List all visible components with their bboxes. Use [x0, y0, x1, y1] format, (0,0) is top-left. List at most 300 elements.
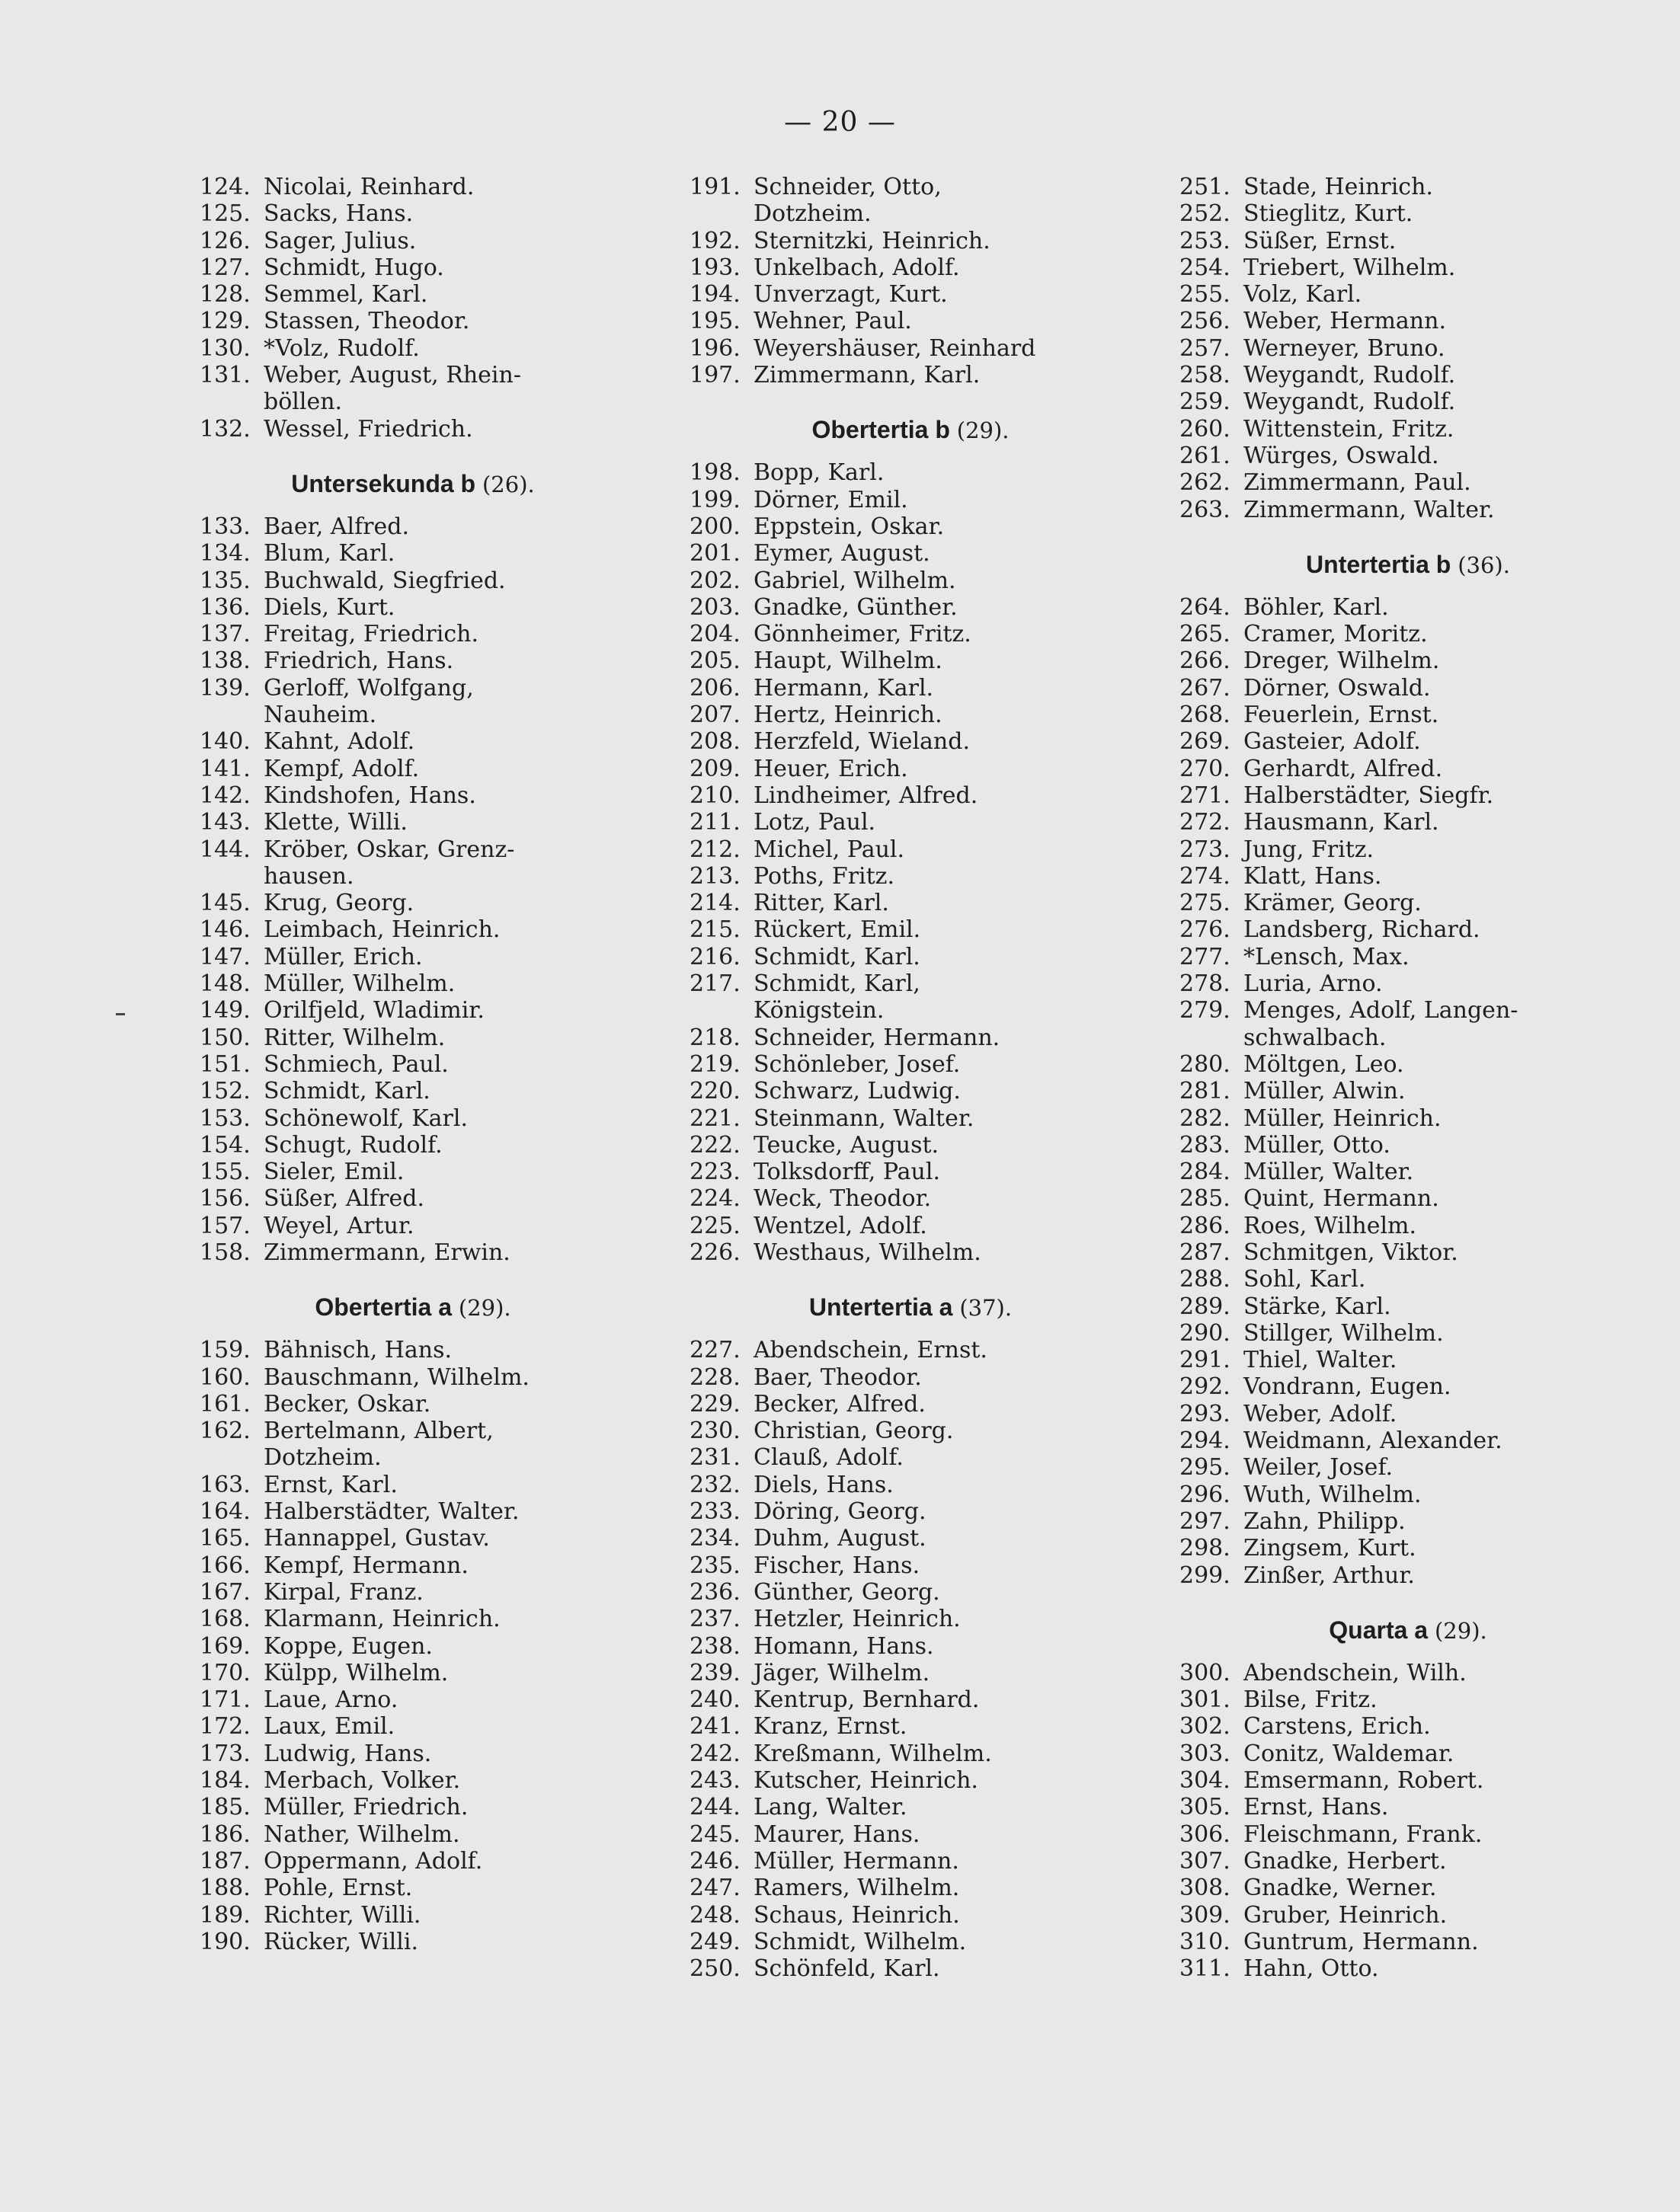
- list-item: [690, 487, 1131, 513]
- list-item: [200, 890, 626, 916]
- entry-number: 197.: [690, 362, 741, 389]
- entry-name: Hannappel, Gustav.: [264, 1525, 490, 1552]
- entry-name: Gruber, Heinrich.: [1243, 1901, 1448, 1929]
- entry-number: 247.: [690, 1875, 741, 1902]
- list-item: [1179, 647, 1637, 674]
- page-number: — 20 —: [784, 107, 896, 138]
- class-heading: [690, 1292, 1131, 1323]
- entry-number: 218.: [690, 1024, 741, 1051]
- entry-name: *Volz, Rudolf.: [264, 334, 420, 362]
- entry-number: 144.: [200, 836, 251, 863]
- list-item: [1179, 1562, 1637, 1589]
- entry-name: Wentzel, Adolf.: [754, 1212, 927, 1239]
- entry-number: 221.: [690, 1104, 741, 1132]
- entry-name: Günther, Georg.: [754, 1578, 940, 1606]
- class-count: (29).: [458, 1295, 511, 1322]
- entry-name: Pohle, Ernst.: [264, 1875, 413, 1902]
- list-item: [200, 1418, 626, 1444]
- list-item: [200, 1132, 626, 1159]
- entry-name: *Lensch, Max.: [1243, 943, 1410, 970]
- entry-number: 232.: [690, 1471, 741, 1498]
- entry-number: 274.: [1179, 862, 1230, 890]
- entry-name: Hermann, Karl.: [754, 674, 934, 702]
- list-item: [690, 1741, 1131, 1767]
- list-item: [1179, 416, 1637, 443]
- entry-name: Weidmann, Alexander.: [1243, 1427, 1502, 1455]
- list-item: [1179, 1902, 1637, 1929]
- entry-name: Weygandt, Rudolf.: [1243, 388, 1456, 416]
- entry-name: Sieler, Emil.: [264, 1159, 405, 1186]
- entry-number: 249.: [690, 1928, 741, 1955]
- entry-name: Müller, Erich.: [264, 943, 423, 970]
- entry-number: 142.: [200, 782, 251, 809]
- list-item: [690, 970, 1131, 997]
- entry-name: Tolksdorff, Paul.: [754, 1159, 941, 1186]
- list-item: [690, 567, 1131, 594]
- list-item: [200, 1498, 626, 1525]
- entry-number: 188.: [200, 1875, 251, 1902]
- entry-name: Hahn, Otto.: [1243, 1955, 1379, 1983]
- entry-number: 139.: [200, 674, 251, 702]
- list-item: [200, 228, 626, 254]
- entry-number: 214.: [690, 890, 741, 917]
- list-item: [200, 513, 626, 540]
- entry-number: 285.: [1179, 1185, 1230, 1213]
- entry-name: Freitag, Friedrich.: [264, 621, 479, 648]
- class-heading: [200, 1292, 626, 1323]
- list-item: [1179, 1320, 1637, 1347]
- entry-number: 138.: [200, 647, 251, 675]
- entry-name: Ernst, Hans.: [1243, 1794, 1389, 1821]
- entry-number: 153.: [200, 1104, 251, 1132]
- entry-number: 212.: [690, 836, 741, 863]
- entry-number: 246.: [690, 1847, 741, 1875]
- list-item: [690, 1444, 1131, 1471]
- entry-number: 210.: [690, 782, 741, 809]
- list-item: [200, 1337, 626, 1363]
- list-item: [690, 702, 1131, 728]
- list-item: [690, 1105, 1131, 1132]
- entry-number: 187.: [200, 1847, 251, 1875]
- list-item: [690, 1024, 1131, 1051]
- class-count: (29).: [1434, 1617, 1487, 1644]
- entry-number: 252.: [1179, 200, 1230, 228]
- list-item: [200, 416, 626, 443]
- list-item: [1179, 1213, 1637, 1239]
- entry-number: 192.: [690, 227, 741, 254]
- list-item: [1179, 308, 1637, 334]
- entry-number: 145.: [200, 890, 251, 917]
- entry-number: 194.: [690, 281, 741, 308]
- entry-name: Ernst, Karl.: [264, 1471, 398, 1498]
- list-item: [1179, 1051, 1637, 1078]
- entry-name: Volz, Karl.: [1243, 281, 1362, 308]
- list-item: [690, 1929, 1131, 1955]
- entry-name: Kindshofen, Hans.: [264, 782, 476, 809]
- entry-number: 202.: [690, 567, 741, 594]
- entry-name: Gnadke, Herbert.: [1243, 1847, 1447, 1875]
- entry-number: 167.: [200, 1578, 251, 1606]
- entry-number: 259.: [1179, 388, 1230, 416]
- entry-name: Jäger, Wilhelm.: [754, 1659, 930, 1686]
- entry-number: 136.: [200, 593, 251, 621]
- entry-name: Hertz, Heinrich.: [754, 702, 942, 729]
- entry-name: Eppstein, Oskar.: [754, 513, 945, 540]
- entry-name: Sohl, Karl.: [1243, 1266, 1366, 1293]
- list-item: [690, 728, 1131, 755]
- list-item: [200, 1024, 626, 1051]
- list-item: [200, 1875, 626, 1901]
- list-item: [1179, 1159, 1637, 1185]
- entry-number: 253.: [1179, 227, 1230, 254]
- list-item: [200, 836, 626, 863]
- entry-number: 159.: [200, 1337, 251, 1364]
- list-item: [1179, 1427, 1637, 1454]
- list-item: [1179, 228, 1637, 254]
- list-item: [1179, 281, 1637, 308]
- list-item: [690, 1552, 1131, 1579]
- entry-name: Herzfeld, Wieland.: [754, 728, 970, 756]
- entry-number: 163.: [200, 1471, 251, 1498]
- list-item: [1179, 1105, 1637, 1132]
- entry-name: Teucke, August.: [754, 1131, 939, 1159]
- list-item: [200, 1364, 626, 1391]
- entry-number: 173.: [200, 1740, 251, 1767]
- class-title: Obertertia a: [315, 1293, 452, 1322]
- list-item: [1179, 254, 1637, 281]
- entry-name: Külpp, Wilhelm.: [264, 1659, 449, 1686]
- list-item: [690, 459, 1131, 486]
- entry-name: Müller, Heinrich.: [1243, 1104, 1442, 1132]
- list-item: [200, 621, 626, 647]
- entry-name: Abendschein, Wilh.: [1243, 1659, 1467, 1686]
- list-item: [200, 1794, 626, 1820]
- entry-number: 261.: [1179, 442, 1230, 469]
- list-item: [690, 1337, 1131, 1363]
- list-item: [690, 1185, 1131, 1212]
- entry-number: 292.: [1179, 1373, 1230, 1401]
- entry-name: Würges, Oswald.: [1243, 442, 1439, 469]
- list-item: [1179, 1955, 1637, 1982]
- entry-name: Gasteier, Adolf.: [1243, 728, 1421, 756]
- entry-number: 215.: [690, 916, 741, 944]
- list-item: [200, 1929, 626, 1955]
- entry-name: Schmidt, Hugo.: [264, 254, 444, 281]
- entry-name: Thiel, Walter.: [1243, 1347, 1397, 1374]
- entry-name: Schneider, Hermann.: [754, 1024, 1000, 1051]
- entry-number: 140.: [200, 728, 251, 756]
- list-item: [1179, 675, 1637, 702]
- list-item: [690, 1606, 1131, 1632]
- list-item: [200, 308, 626, 334]
- list-item: [1179, 1875, 1637, 1901]
- class-heading: [690, 414, 1131, 446]
- entry-number: 305.: [1179, 1794, 1230, 1821]
- entry-name: Unkelbach, Adolf.: [754, 254, 960, 281]
- list-item: [200, 362, 626, 388]
- entry-name: Carstens, Erich.: [1243, 1713, 1431, 1741]
- list-item: [1179, 997, 1637, 1024]
- entry-name: Gnadke, Werner.: [1243, 1875, 1437, 1902]
- list-item: [200, 782, 626, 809]
- entry-number: 255.: [1179, 281, 1230, 308]
- entry-name: Hetzler, Heinrich.: [754, 1606, 961, 1633]
- entry-name: Clauß, Adolf.: [754, 1444, 904, 1472]
- entry-number: 276.: [1179, 916, 1230, 944]
- entry-name: Kutscher, Heinrich.: [754, 1767, 978, 1795]
- entry-number: 126.: [200, 227, 251, 254]
- entry-number: 224.: [690, 1185, 741, 1213]
- list-item: [690, 1239, 1131, 1266]
- entry-number: 219.: [690, 1050, 741, 1078]
- entry-number: 169.: [200, 1632, 251, 1660]
- list-item: [1179, 200, 1637, 227]
- list-item: [1179, 497, 1637, 523]
- entry-number: 152.: [200, 1078, 251, 1105]
- entry-name: Zimmermann, Karl.: [754, 362, 981, 389]
- list-item: [200, 1579, 626, 1606]
- entry-name: Stärke, Karl.: [1243, 1293, 1391, 1320]
- list-item: [690, 863, 1131, 890]
- list-item: [690, 594, 1131, 621]
- entry-name: Zahn, Philipp.: [1243, 1507, 1406, 1535]
- entry-name: Vondrann, Eugen.: [1243, 1373, 1451, 1401]
- list-item: [200, 675, 626, 702]
- list-item: [690, 1767, 1131, 1794]
- entry-number: 298.: [1179, 1535, 1230, 1562]
- list-item: [200, 1105, 626, 1132]
- list-item: [1179, 756, 1637, 782]
- entry-name: Cramer, Moritz.: [1243, 621, 1428, 648]
- entry-number: 234.: [690, 1525, 741, 1552]
- list-item: [690, 228, 1131, 254]
- entry-name: Feuerlein, Ernst.: [1243, 702, 1439, 729]
- entry-name: Halberstädter, Walter.: [264, 1498, 520, 1526]
- list-item: [1179, 1535, 1637, 1562]
- entry-number: 290.: [1179, 1319, 1230, 1347]
- entry-number: 158.: [200, 1239, 251, 1266]
- entry-number: 203.: [690, 593, 741, 621]
- entry-name: Emsermann, Robert.: [1243, 1767, 1484, 1795]
- entry-name: Bilse, Fritz.: [1243, 1686, 1378, 1714]
- list-item: [1179, 1347, 1637, 1373]
- entry-name: Stieglitz, Kurt.: [1243, 200, 1413, 228]
- list-item: [690, 1213, 1131, 1239]
- list-item: [690, 621, 1131, 647]
- list-item: [200, 1239, 626, 1266]
- column-1: [200, 174, 626, 1955]
- entry-number: 245.: [690, 1820, 741, 1848]
- entry-number: 257.: [1179, 334, 1230, 362]
- entry-name: Böhler, Karl.: [1243, 593, 1389, 621]
- entry-name: Stillger, Wilhelm.: [1243, 1319, 1444, 1347]
- entry-name: Gerhardt, Alfred.: [1243, 755, 1443, 782]
- entry-number: 186.: [200, 1820, 251, 1848]
- list-item: [1179, 970, 1637, 997]
- list-item: [1179, 1185, 1637, 1212]
- entry-name: Müller, Hermann.: [754, 1847, 959, 1875]
- entry-number: 244.: [690, 1794, 741, 1821]
- list-item: [1179, 863, 1637, 890]
- list-item: [200, 335, 626, 362]
- entry-number: 302.: [1179, 1713, 1230, 1741]
- entry-name: Baer, Alfred.: [264, 513, 410, 540]
- list-item: [1179, 388, 1637, 415]
- entry-number: 131.: [200, 362, 251, 389]
- entry-number: 223.: [690, 1159, 741, 1186]
- class-title: Untertertia b: [1306, 550, 1451, 578]
- list-item: [690, 944, 1131, 970]
- list-item: [200, 1713, 626, 1740]
- entry-name: Eymer, August.: [754, 540, 930, 567]
- entry-number: 133.: [200, 513, 251, 540]
- list-item: [690, 782, 1131, 809]
- entry-name: Homann, Hans.: [754, 1632, 934, 1660]
- entry-name: Guntrum, Hermann.: [1243, 1928, 1479, 1955]
- entry-name: Dreger, Wilhelm.: [1243, 647, 1440, 675]
- entry-name: Weber, August, Rhein-: [264, 362, 521, 389]
- entry-name: Gönnheimer, Fritz.: [754, 621, 971, 648]
- list-item: [1179, 944, 1637, 970]
- list-item: [200, 1660, 626, 1686]
- entry-name: Ritter, Karl.: [754, 890, 889, 917]
- entry-number: 147.: [200, 943, 251, 970]
- entry-number: 299.: [1179, 1562, 1230, 1589]
- entry-name: Oppermann, Adolf.: [264, 1847, 483, 1875]
- list-item: [1179, 335, 1637, 362]
- entry-continuation: Dotzheim.: [264, 1444, 382, 1472]
- entry-name: Landsberg, Richard.: [1243, 916, 1480, 944]
- list-item: [690, 1686, 1131, 1713]
- entry-number: 264.: [1179, 593, 1230, 621]
- list-item: [690, 308, 1131, 334]
- entry-continuation: Königstein.: [754, 997, 885, 1024]
- entry-number: 230.: [690, 1418, 741, 1445]
- entry-name: Werneyer, Bruno.: [1243, 334, 1445, 362]
- entry-number: 262.: [1179, 469, 1230, 497]
- entry-number: 125.: [200, 200, 251, 228]
- list-item: [690, 362, 1131, 388]
- list-item: [690, 836, 1131, 863]
- class-title: Obertertia b: [811, 416, 950, 444]
- entry-name: Michel, Paul.: [754, 836, 905, 863]
- entry-number: 294.: [1179, 1427, 1230, 1455]
- entry-name: Hausmann, Karl.: [1243, 809, 1439, 836]
- list-item: [690, 756, 1131, 782]
- entry-number: 263.: [1179, 496, 1230, 523]
- list-item: [690, 1794, 1131, 1820]
- list-item: [690, 1660, 1131, 1686]
- entry-name: Halberstädter, Siegfr.: [1243, 782, 1494, 809]
- entry-name: Bähnisch, Hans.: [264, 1337, 453, 1364]
- list-item: [200, 1821, 626, 1848]
- entry-number: 225.: [690, 1212, 741, 1239]
- entry-number: 170.: [200, 1659, 251, 1686]
- entry-number: 282.: [1179, 1104, 1230, 1132]
- entry-name: Sager, Julius.: [264, 227, 417, 254]
- entry-number: 222.: [690, 1131, 741, 1159]
- list-item: [690, 1902, 1131, 1929]
- entry-number: 155.: [200, 1159, 251, 1186]
- entry-name: Abendschein, Ernst.: [754, 1337, 987, 1364]
- entry-number: 184.: [200, 1767, 251, 1795]
- entry-name: Orilfjeld, Wladimir.: [264, 997, 485, 1024]
- entry-number: 277.: [1179, 943, 1230, 970]
- list-item: [690, 1525, 1131, 1552]
- list-item: [1179, 1239, 1637, 1266]
- entry-name: Gnadke, Günther.: [754, 593, 958, 621]
- list-item: [1179, 174, 1637, 200]
- entry-number: 199.: [690, 486, 741, 513]
- entry-name: Schmidt, Karl,: [754, 970, 920, 998]
- entry-number: 254.: [1179, 254, 1230, 281]
- entry-number: 272.: [1179, 809, 1230, 836]
- entry-number: 310.: [1179, 1928, 1230, 1955]
- entry-name: Schmiech, Paul.: [264, 1050, 449, 1078]
- entry-number: 157.: [200, 1212, 251, 1239]
- entry-number: 256.: [1179, 308, 1230, 335]
- entry-continuation: Nauheim.: [264, 702, 377, 729]
- entry-number: 166.: [200, 1552, 251, 1579]
- entry-number: 134.: [200, 540, 251, 567]
- entry-number: 171.: [200, 1686, 251, 1714]
- entry-name: Süßer, Ernst.: [1243, 227, 1397, 254]
- entry-name: Klarmann, Heinrich.: [264, 1606, 501, 1633]
- entry-number: 124.: [200, 174, 251, 200]
- entry-name: Friedrich, Hans.: [264, 647, 454, 675]
- entry-name: Ritter, Wilhelm.: [264, 1024, 446, 1051]
- entry-number: 206.: [690, 674, 741, 702]
- entry-name: Koppe, Eugen.: [264, 1632, 433, 1660]
- entry-number: 267.: [1179, 674, 1230, 702]
- entry-name: Blum, Karl.: [264, 540, 395, 567]
- entry-number: 304.: [1179, 1767, 1230, 1795]
- entry-number: 189.: [200, 1901, 251, 1929]
- entry-name: Bopp, Karl.: [754, 459, 885, 487]
- entry-number: 168.: [200, 1606, 251, 1633]
- list-item: [1179, 1454, 1637, 1481]
- entry-number: 154.: [200, 1131, 251, 1159]
- entry-number: 137.: [200, 621, 251, 648]
- entry-name: Kreßmann, Wilhelm.: [754, 1740, 992, 1767]
- entry-number: 243.: [690, 1767, 741, 1795]
- entry-name: Bertelmann, Albert,: [264, 1418, 494, 1445]
- list-item: [1179, 594, 1637, 621]
- entry-number: 250.: [690, 1955, 741, 1983]
- list-item: [200, 254, 626, 281]
- entry-number: 201.: [690, 540, 741, 567]
- list-item: [1179, 469, 1637, 496]
- entry-name: Bauschmann, Wilhelm.: [264, 1363, 530, 1391]
- entry-name: Ludwig, Hans.: [264, 1740, 432, 1767]
- entry-name: Döring, Georg.: [754, 1498, 926, 1526]
- entry-number: 280.: [1179, 1050, 1230, 1078]
- entry-number: 309.: [1179, 1901, 1230, 1929]
- list-item: [690, 675, 1131, 702]
- entry-name: Stade, Heinrich.: [1243, 174, 1433, 200]
- list-item: [690, 890, 1131, 916]
- entry-number: 200.: [690, 513, 741, 540]
- list-item: [1179, 1508, 1637, 1535]
- list-item: [200, 916, 626, 943]
- entry-number: 271.: [1179, 782, 1230, 809]
- list-item: [1179, 1373, 1637, 1400]
- entry-number: 281.: [1179, 1078, 1230, 1105]
- entry-number: 207.: [690, 702, 741, 729]
- entry-number: 213.: [690, 862, 741, 890]
- entry-number: 229.: [690, 1390, 741, 1418]
- entry-number: 130.: [200, 334, 251, 362]
